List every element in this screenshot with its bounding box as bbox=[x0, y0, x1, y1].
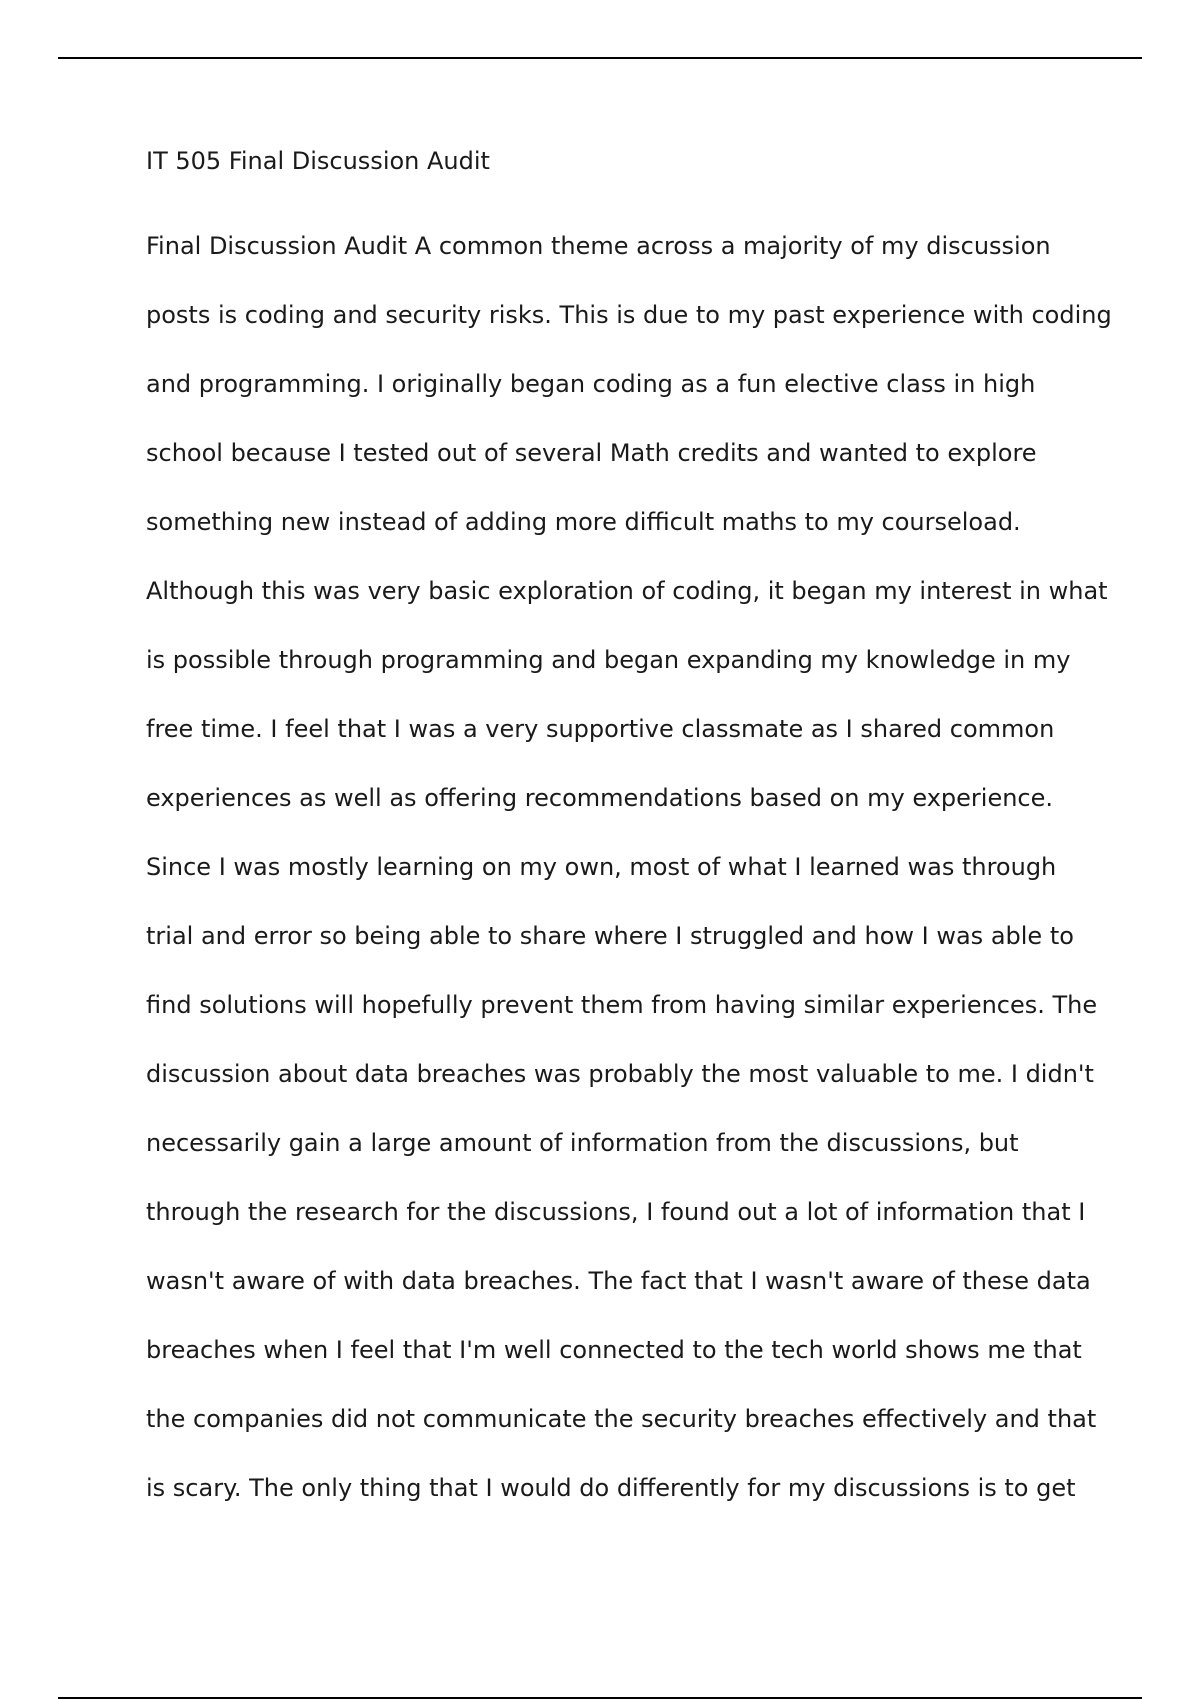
bottom-rule bbox=[58, 1697, 1142, 1699]
body-line: and programming. I originally began coding as a fun elective class in high bbox=[146, 370, 1036, 398]
body-paragraph bbox=[146, 231, 1112, 1542]
body-line: Since I was mostly learning on my own, most of what I learned was through bbox=[146, 853, 1057, 881]
body-line: posts is coding and security risks. This is due to my past experience with coding bbox=[146, 301, 1112, 329]
body-line: wasn't aware of with data breaches. The fact that I wasn't aware of these data bbox=[146, 1267, 1091, 1295]
body-line: is scary. The only thing that I would do differently for my discussions is to get bbox=[146, 1474, 1076, 1502]
body-line: through the research for the discussions, I found out a lot of information that I bbox=[146, 1198, 1086, 1226]
body-line: experiences as well as offering recommendations based on my experience. bbox=[146, 784, 1054, 812]
body-line: discussion about data breaches was probably the most valuable to me. I didn't bbox=[146, 1060, 1094, 1088]
body-line: find solutions will hopefully prevent them from having similar experiences. The bbox=[146, 991, 1098, 1019]
body-line: breaches when I feel that I'm well connected to the tech world shows me that bbox=[146, 1336, 1082, 1364]
body-line: Final Discussion Audit A common theme across a majority of my discussion bbox=[146, 232, 1051, 260]
body-line: free time. I feel that I was a very supportive classmate as I shared common bbox=[146, 715, 1055, 743]
body-line: trial and error so being able to share where I struggled and how I was able to bbox=[146, 922, 1074, 950]
document-title: IT 505 Final Discussion Audit bbox=[146, 147, 490, 175]
body-line: necessarily gain a large amount of information from the discussions, but bbox=[146, 1129, 1019, 1157]
body-line: something new instead of adding more difficult maths to my courseload. bbox=[146, 508, 1021, 536]
body-line: is possible through programming and began expanding my knowledge in my bbox=[146, 646, 1071, 674]
top-rule bbox=[58, 57, 1142, 59]
body-line: the companies did not communicate the security breaches effectively and that bbox=[146, 1405, 1097, 1433]
body-line: Although this was very basic exploration of coding, it began my interest in what bbox=[146, 577, 1108, 605]
body-line: school because I tested out of several Math credits and wanted to explore bbox=[146, 439, 1037, 467]
